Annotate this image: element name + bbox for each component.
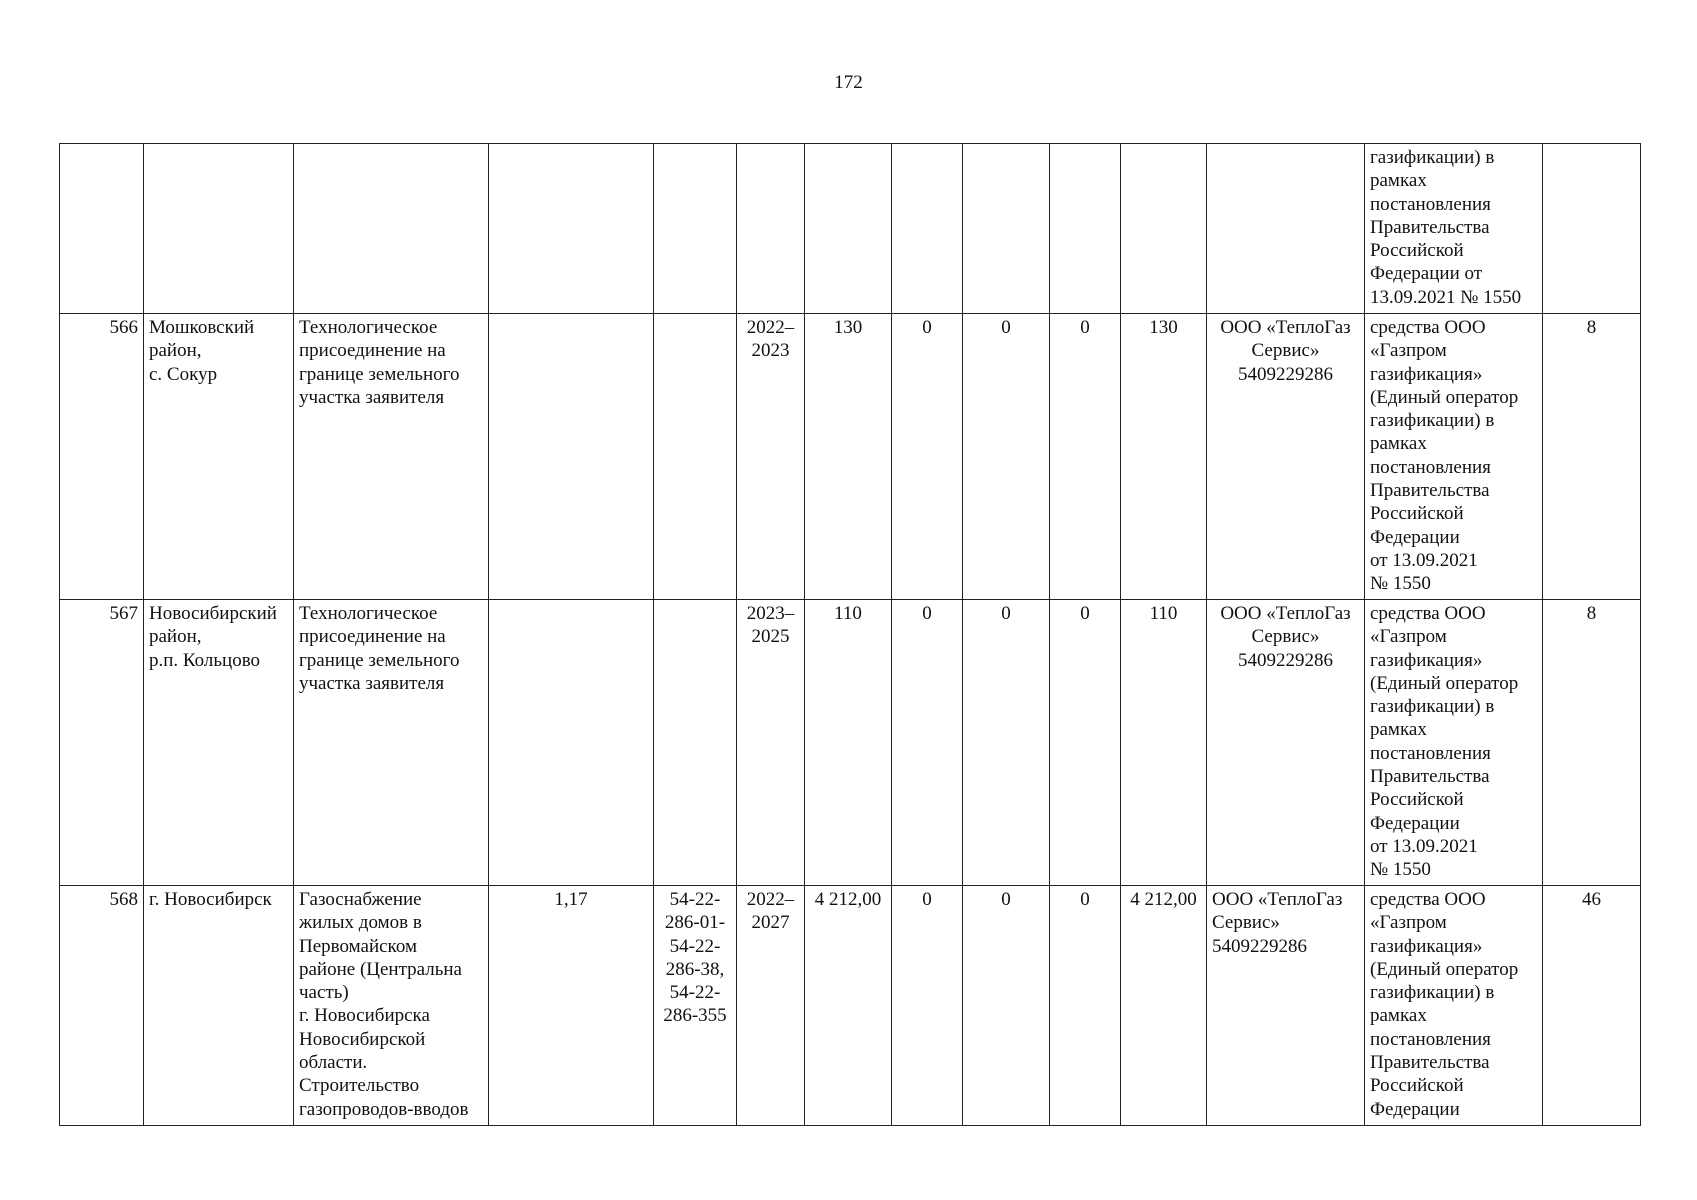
other-funds-cell: 4 212,00: [1121, 886, 1207, 1126]
period-cell: [737, 144, 805, 314]
district-cell: Мошковский район, с. Сокур: [144, 314, 294, 600]
row-number-cell: [60, 144, 144, 314]
count-cell: 8: [1543, 600, 1641, 886]
table-row: [60, 886, 1641, 1126]
object-cell: [294, 144, 489, 314]
period-cell: 2023– 2025: [737, 600, 805, 886]
other-funds-cell: 110: [1121, 600, 1207, 886]
total-cost-cell: 110: [805, 600, 892, 886]
cadastral-cell: [654, 144, 737, 314]
table-row: [60, 314, 1641, 600]
federal-funds-cell: [892, 144, 963, 314]
count-cell: 46: [1543, 886, 1641, 1126]
regional-funds-cell: 0: [963, 886, 1050, 1126]
length-cell: [489, 144, 654, 314]
funding-source-cell: газификации) в рамках постановления Правительства Российской Федерации от 13.09.2021 № 1550: [1365, 144, 1543, 314]
regional-funds-cell: 0: [963, 600, 1050, 886]
other-funds-cell: 130: [1121, 314, 1207, 600]
funding-source-cell: средства ООО «Газпром газификация» (Единый оператор газификации) в рамках постановления Правительства Российской Федерации: [1365, 886, 1543, 1126]
length-cell: [489, 600, 654, 886]
federal-funds-cell: 0: [892, 314, 963, 600]
district-cell: [144, 144, 294, 314]
regional-funds-cell: [963, 144, 1050, 314]
gasification-table: [59, 143, 1641, 1126]
total-cost-cell: [805, 144, 892, 314]
total-cost-cell: 130: [805, 314, 892, 600]
federal-funds-cell: 0: [892, 600, 963, 886]
executor-cell: ООО «ТеплоГаз Сервис» 5409229286: [1207, 886, 1365, 1126]
count-cell: 8: [1543, 314, 1641, 600]
local-funds-cell: 0: [1050, 886, 1121, 1126]
page-number: 172: [834, 72, 863, 93]
object-cell: Газоснабжение жилых домов в Первомайском районе (Центральна часть) г. Новосибирска Новосибирской области. Строительство газопроводов-вводов: [294, 886, 489, 1126]
executor-cell: ООО «ТеплоГаз Сервис» 5409229286: [1207, 314, 1365, 600]
district-cell: Новосибирский район, р.п. Кольцово: [144, 600, 294, 886]
length-cell: [489, 314, 654, 600]
executor-cell: ООО «ТеплоГаз Сервис» 5409229286: [1207, 600, 1365, 886]
length-cell: 1,17: [489, 886, 654, 1126]
other-funds-cell: [1121, 144, 1207, 314]
period-cell: 2022– 2027: [737, 886, 805, 1126]
period-cell: 2022– 2023: [737, 314, 805, 600]
table-row: [60, 600, 1641, 886]
district-cell: г. Новосибирск: [144, 886, 294, 1126]
local-funds-cell: 0: [1050, 314, 1121, 600]
cadastral-cell: [654, 600, 737, 886]
count-cell: [1543, 144, 1641, 314]
regional-funds-cell: 0: [963, 314, 1050, 600]
row-number-cell: 568: [60, 886, 144, 1126]
object-cell: Технологическое присоединение на границе земельного участка заявителя: [294, 600, 489, 886]
executor-cell: [1207, 144, 1365, 314]
object-cell: Технологическое присоединение на границе земельного участка заявителя: [294, 314, 489, 600]
funding-source-cell: средства ООО «Газпром газификация» (Единый оператор газификации) в рамках постановления Правительства Российской Федерации от 13.09.2021 № 1550: [1365, 314, 1543, 600]
table-row: [60, 144, 1641, 314]
row-number-cell: 566: [60, 314, 144, 600]
row-number-cell: 567: [60, 600, 144, 886]
funding-source-cell: средства ООО «Газпром газификация» (Единый оператор газификации) в рамках постановления Правительства Российской Федерации от 13.09.2021 № 1550: [1365, 600, 1543, 886]
local-funds-cell: 0: [1050, 600, 1121, 886]
local-funds-cell: [1050, 144, 1121, 314]
total-cost-cell: 4 212,00: [805, 886, 892, 1126]
cadastral-cell: [654, 314, 737, 600]
cadastral-cell: 54-22- 286-01- 54-22- 286-38, 54-22- 286-355: [654, 886, 737, 1126]
federal-funds-cell: 0: [892, 886, 963, 1126]
